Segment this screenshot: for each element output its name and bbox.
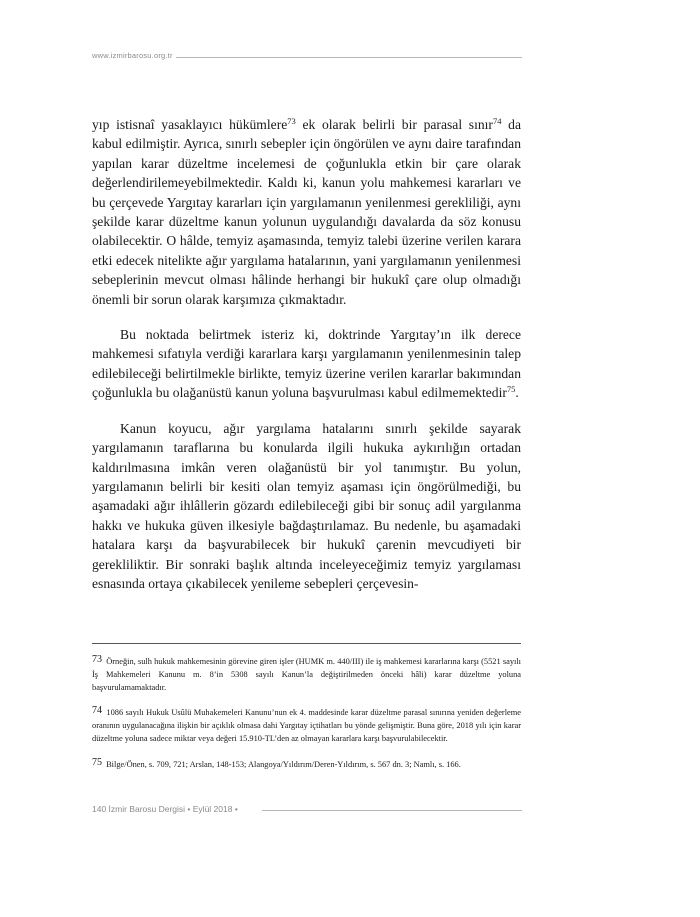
footnote-text: Örneğin, sulh hukuk mahkemesinin görevine giren işler (HUMK m. 440/III) ile iş mahkemesi kararlarına karşı (5521 sayılı İş Mahkemeleri Kanunu m. 8’in 5308 sayılı Kanun’la değiştirilmeden önceki hâli) karar düzeltme yoluna başvurulamamaktadır.	[92, 657, 521, 692]
footnote-number: 75	[92, 756, 102, 768]
footnote-ref-73[interactable]: 73	[287, 116, 296, 126]
footnote-ref-75[interactable]: 75	[506, 384, 516, 395]
footnote-ref-74[interactable]: 74	[492, 116, 502, 126]
paragraph-1	[92, 115, 521, 309]
footnote-73	[92, 654, 521, 694]
header-url: www.izmirbarosu.org.tr	[92, 51, 173, 60]
page-footer	[92, 804, 522, 818]
footnotes	[92, 654, 521, 783]
text-run: ek olarak belirli bir parasal sınır	[295, 117, 493, 132]
paragraph-2	[92, 325, 521, 403]
footnote-text: 1086 sayılı Hukuk Usûlü Muhakemeleri Kanunu’nun ek 4. maddesinde karar düzeltme parasal sınırına yeniden değerleme oranının uygulanacağına ilişkin bir açıklık olmasa dahi Yargıtay içtihatları bu yönde gelişmiştir. Buna göre, 2018 yılı için karar düzeltme yoluna sadece miktar veya değeri 15.910-TL’den az olmayan kararlara karşı başvurulabilecektir.	[92, 708, 521, 743]
text-run: Kanun koyucu, ağır yargılama hatalarını sınırlı şekilde sayarak yargılamanın taraflarına bu konularda ilgili hukuka aykırılığın ortadan kaldırılmasına imkân veren olağanüstü bir yol tanımıştır. Bu yolun, yargılamanın belirli bir kesiti olan temyiz aşaması için öngörülmediği, bu aşamadaki ağır ihlâllerin gözardı edilebileceği gibi bir sonuç adil yargılanma hakkı ve hukuka güven ilkesiyle bağdaştırılamaz. Bu nedenle, bu aşamadaki hatalara karşı da başvurabilecek bir hukukî çarenin mevcudiyeti bir gerekliliktir. Bir sonraki başlık altında inceleyeceğimiz temyiz yargılaması esnasında ortaya çıkabilecek yenileme sebepleri çerçevesin-	[92, 420, 521, 591]
footer-text: 140 İzmir Barosu Dergisi • Eylül 2018 •	[92, 804, 238, 814]
footnote-75	[92, 757, 521, 772]
text-run: yıp istisnaî yasaklayıcı hükümlere	[92, 117, 288, 132]
text-run: da kabul edilmiştir. Ayrıca, sınırlı sebepler için öngörülen ve aynı daire tarafından yapılan karar düzeltme incelemesi de çoğunlukla etkin bir çare olarak değerlendirilemeyebilmektedir. Kaldı ki, kanun yolu mahkemesi kararları ve bu çerçevede Yargıtay kararları için yargılamanın yenilenmesi gerekliliği, aynı şekilde karar düzeltme kanun yolunun uygulandığı davalarda da söz konusu olabilecektir. O hâlde, temyiz aşamasında, temyiz talebi üzerine verilen karara etki edecek nitelikte ağır yargılama hatalarının, yani yargılamanın yenilenmesi sebeplerinin mevcut olması hâlinde herhangi bir hukukî çare olup olmadığı önemli bir sorun olarak karşımıza çıkmaktadır.	[92, 117, 521, 307]
footnote-number: 74	[92, 705, 102, 717]
body-text	[92, 115, 521, 609]
paragraph-3	[92, 419, 521, 594]
footer-rule	[262, 810, 522, 811]
header-rule	[176, 57, 522, 58]
page-header	[92, 51, 522, 65]
footnote-separator	[92, 643, 521, 644]
footnote-number: 73	[92, 654, 102, 665]
footnote-74	[92, 705, 521, 745]
text-run: .	[515, 385, 519, 401]
text-run: Bu noktada belirtmek isteriz ki, doktrinde Yargıtay’ın ilk derece mahkemesi sıfatıyla verdiği kararlara karşı yargılamanın yenilenmesinin talep edilebileceği belirtilmekle birlikte, temyiz üzerine verilen kararlar bakımından çoğunlukla bu olağanüstü kanun yoluna başvurulması kabul edilmemektedir	[92, 327, 521, 401]
footnote-text: Bilge/Önen, s. 709, 721; Arslan, 148-153; Alangoya/Yıldırım/Deren-Yıldırım, s. 567 dn. 3; Namlı, s. 166.	[106, 759, 461, 769]
